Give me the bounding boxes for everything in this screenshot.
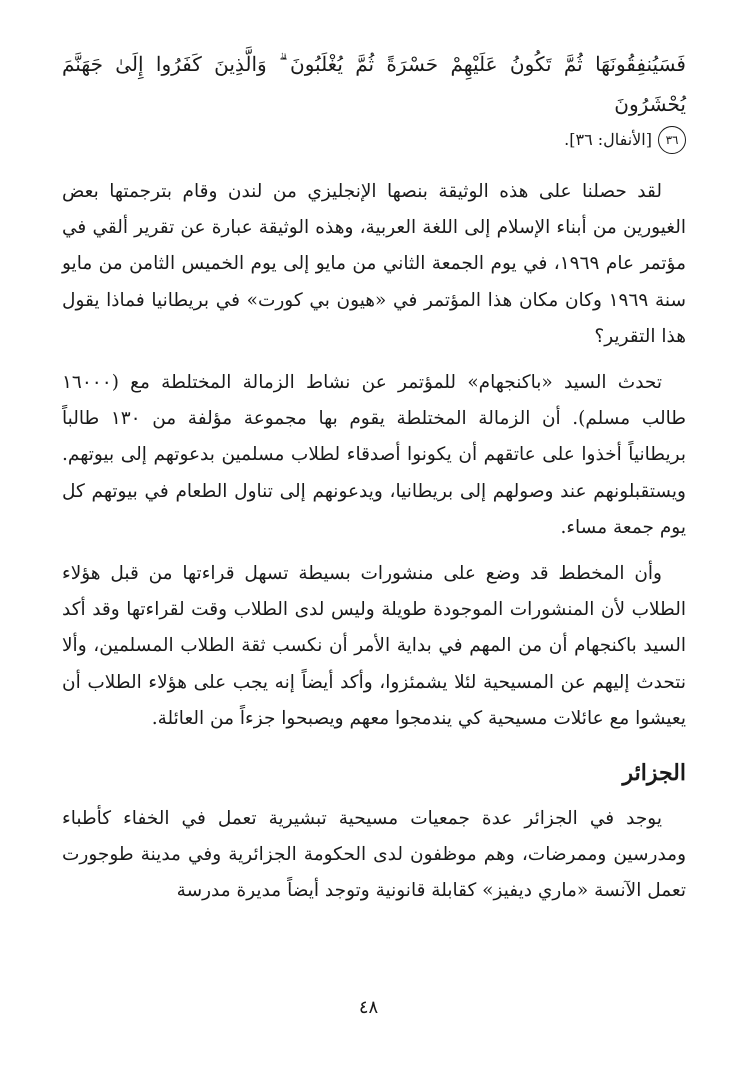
paragraph-document-source: لقد حصلنا على هذه الوثيقة بنصها الإنجليزي من لندن وقام بترجمتها بعض الغيورين من أبناء الإسلام إلى اللغة العربية، وهذه الوثيقة عبارة عن تقرير ألقي في مؤتمر عام ١٩٦٩، في يوم الجمعة الثاني من مايو إلى يوم الخميس الثامن من مايو سنة ١٩٦٩ وكان مكان هذا المؤتمر في «هيون بي كورت» في بريطانيا فماذا يقول هذا التقرير؟ — [62, 181, 686, 347]
paragraph-publications-plan: وأن المخطط قد وضع على منشورات بسيطة تسهل قراءتها من قبل هؤلاء الطلاب لأن المنشورات الموجودة طويلة وليس لدى الطلاب وقت لقراءتها وقد أكد السيد باكنجهام أن من المهم في بداية الأمر أن نكسب ثقة الطلاب المسلمين، وألا نتحدث إليهم عن المسيحية لئلا يشمئزوا، وأكد أيضاً إنه يجب على هؤلاء الطلاب أن يعيشوا مع عائلات مسيحية كي يندمجوا معهم ويصبحوا جزءاً من العائلة. — [62, 563, 686, 729]
section-heading-algeria: الجزائر — [622, 760, 686, 787]
surah-reference: [الأنفال: ٣٦]. — [564, 130, 652, 149]
verse-reference — [62, 124, 686, 156]
ayah-number-badge: ٣٦ — [658, 126, 686, 154]
paragraph-algeria: يوجد في الجزائر عدة جمعيات مسيحية تبشيرية تعمل في الخفاء كأطباء ومدرسين وممرضات، وهم موظفون لدى الحكومة الجزائرية وفي مدينة طوجورت تعمل الآنسة «ماري ديفيز» كقابلة قانونية وتوجد أيضاً مديرة مدرسة — [62, 808, 686, 902]
page-number: ٤٨ — [358, 997, 379, 1018]
paragraph-buckingham-report: تحدث السيد «باكنجهام» للمؤتمر عن نشاط الزمالة المختلطة مع (١٦٠٠٠ طالب مسلم). أن الزمالة المختلطة يقوم بها مجموعة مؤلفة من ١٣٠ طالباً بريطانياً أخذوا على عاتقهم أن يكونوا أصدقاء لطلاب مسلمين بدعوتهم إلى بيوتهم. ويستقبلونهم عند وصولهم إلى بريطانيا، ويدعونهم إلى تناول الطعام في بيوتهم كل يوم جمعة مساء. — [62, 372, 686, 538]
quran-verse: فَسَيُنفِقُونَهَا ثُمَّ تَكُونُ عَلَيْهِمْ حَسْرَةً ثُمَّ يُغْلَبُونَ ۗ وَالَّذِينَ كَفَرُوا إِلَىٰ جَهَنَّمَ يُحْشَرُونَ — [62, 52, 686, 116]
page-body — [62, 44, 686, 920]
